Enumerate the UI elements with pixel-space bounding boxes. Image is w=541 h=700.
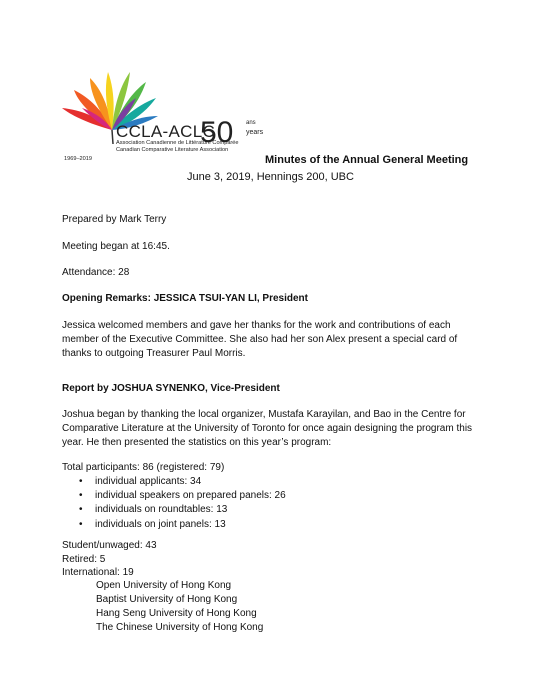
institution-list xyxy=(96,579,263,635)
logo-association-en: Canadian Comparative Literature Association xyxy=(116,147,229,153)
vp-report-text: Joshua began by thanking the local organizer, Mustafa Karayilan, and Bao in the Centre for Comparative Literature at the University of Toronto for once again designing the program this year. He then presented the statistics on this year’s program: xyxy=(62,409,473,448)
page-subtitle: June 3, 2019, Hennings 200, UBC xyxy=(187,171,354,183)
student-count: Student/unwaged: 43 xyxy=(62,540,157,551)
vp-report-heading: Report by JOSHUA SYNENKO, Vice-President xyxy=(62,383,280,394)
participant-breakdown-list xyxy=(62,475,286,532)
list-item: • individuals on joint panels: 13 xyxy=(62,518,286,532)
total-participants: Total participants: 86 (registered: 79) xyxy=(62,462,225,473)
list-item: • individuals on roundtables: 13 xyxy=(62,503,286,517)
meeting-start: Meeting began at 16:45. xyxy=(62,241,170,252)
retired-count: Retired: 5 xyxy=(62,554,106,565)
list-item: Open University of Hong Kong xyxy=(96,580,232,591)
opening-remarks-text: Jessica welcomed members and gave her thanks for the work and contributions of each member of the Executive Committee. She also had her son Alex present a special card of thanks to outgoing Treasurer Paul Morris. xyxy=(62,320,458,359)
international-count: International: 19 xyxy=(62,567,134,578)
list-item: • individual applicants: 34 xyxy=(62,475,286,489)
opening-remarks-heading: Opening Remarks: JESSICA TSUI-YAN LI, President xyxy=(62,293,308,304)
list-item: The Chinese University of Hong Kong xyxy=(96,622,264,633)
list-item: Hang Seng University of Hong Kong xyxy=(96,608,257,619)
logo-years-word: years xyxy=(246,129,264,136)
list-item: • individual speakers on prepared panels: 26 xyxy=(62,489,286,503)
logo-brand: CCLA-ACLC xyxy=(116,122,216,141)
ccla-aclc-logo xyxy=(62,62,272,170)
prepared-by: Prepared by Mark Terry xyxy=(62,214,167,225)
logo-association-fr: Association Canadienne de Littérature Comparée xyxy=(116,140,239,146)
logo-anniversary-number: 50 xyxy=(200,116,234,149)
list-item: Baptist University of Hong Kong xyxy=(96,594,238,605)
maple-leaf-fan-icon xyxy=(62,62,272,170)
page-title: Minutes of the Annual General Meeting xyxy=(265,154,469,166)
logo-ans: ans xyxy=(246,120,256,126)
attendance: Attendance: 28 xyxy=(62,267,130,278)
logo-year-span: 1969–2019 xyxy=(64,156,92,162)
